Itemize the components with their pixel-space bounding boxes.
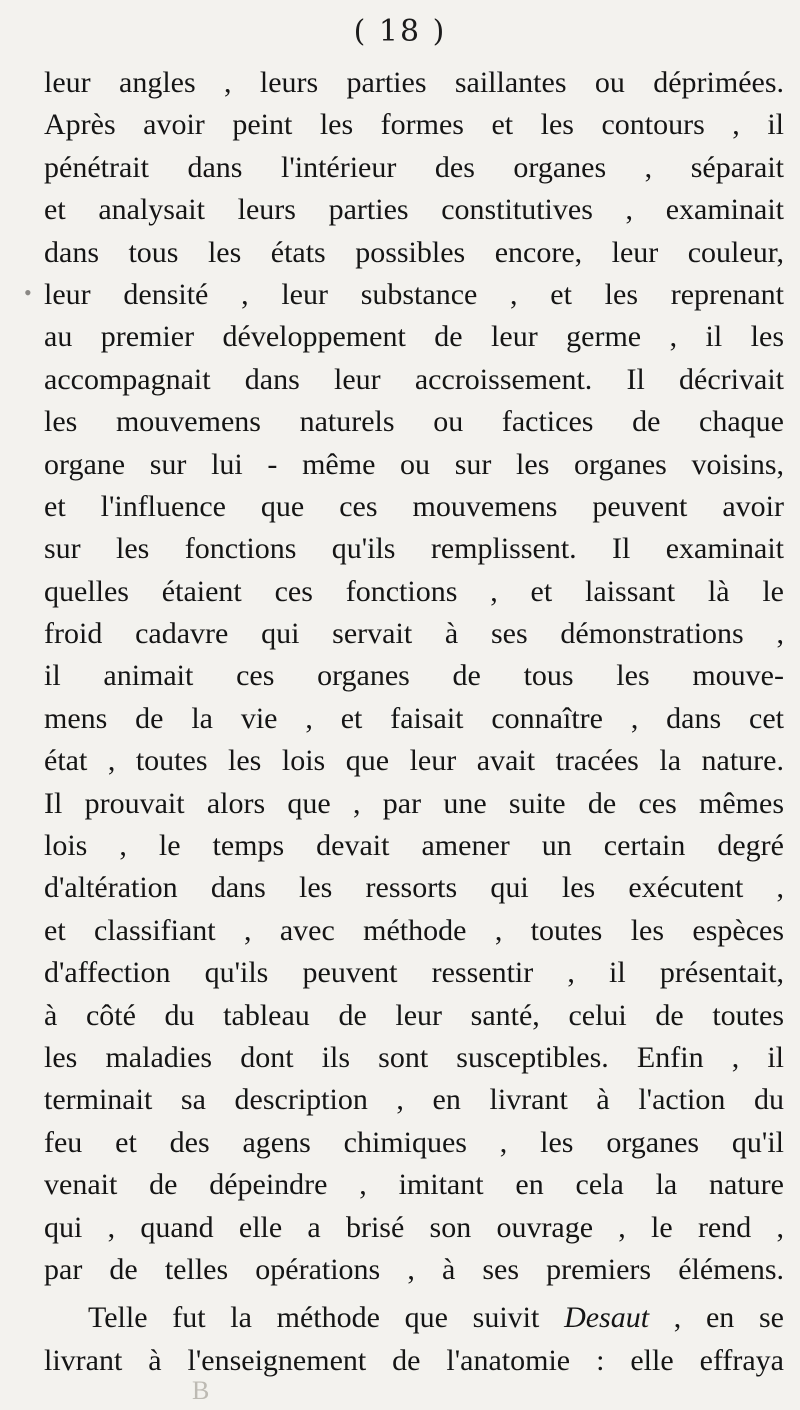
paragraph-line: par de telles opérations , à ses premiers élémens. <box>44 1252 784 1286</box>
body-text <box>44 62 784 1382</box>
paragraph-line: et l'influence que ces mouvemens peuvent avoir <box>44 489 784 523</box>
paragraph-1 <box>44 62 784 1291</box>
signature-mark: B <box>192 1376 210 1405</box>
paragraph-line: qui , quand elle a brisé son ouvrage , le rend , <box>44 1210 784 1244</box>
paragraph-line: froid cadavre qui servait à ses démonstrations , <box>44 617 784 651</box>
paragraph-line: accompagnait dans leur accroissement. Il décrivait <box>44 362 784 396</box>
paragraph-line: Après avoir peint les formes et les contours , il <box>44 108 784 142</box>
paragraph-line: et analysait leurs parties constitutives , examinait <box>44 193 784 227</box>
paragraph-line: d'altération dans les ressorts qui les exécutent , <box>44 871 784 905</box>
paragraph-line: dans tous les états possibles encore, leur couleur, <box>44 235 784 269</box>
paragraph-line: livrant à l'enseignement de l'anatomie : elle effraya <box>44 1343 784 1377</box>
paragraph-line-text: , en se <box>649 1301 784 1335</box>
page-number: ( 18 ) <box>353 14 447 49</box>
paragraph-2 <box>44 1297 784 1382</box>
paragraph-line: lois , le temps devait amener un certain degré <box>44 829 784 863</box>
paragraph-line: leur densité , leur substance , et les reprenant <box>44 277 784 311</box>
paragraph-line: au premier développement de leur germe , il les <box>44 320 784 354</box>
paragraph-line: quelles étaient ces fonctions , et laissant là le <box>44 574 784 608</box>
paragraph-line: venait de dépeindre , imitant en cela la nature <box>44 1168 784 1202</box>
paragraph-line: Il prouvait alors que , par une suite de ces mêmes <box>44 786 784 820</box>
author-name: Desaut <box>564 1301 650 1335</box>
paragraph-line: sur les fonctions qu'ils remplissent. Il examinait <box>44 532 784 566</box>
paragraph-line <box>44 1297 784 1339</box>
paragraph-line: et classifiant , avec méthode , toutes les espèces <box>44 913 784 947</box>
paragraph-line: pénétrait dans l'intérieur des organes , séparait <box>44 150 784 184</box>
paragraph-line: organe sur lui - même ou sur les organes voisins, <box>44 447 784 481</box>
paragraph-line: mens de la vie , et faisait connaître , dans cet <box>44 701 784 735</box>
paragraph-line: leur angles , leurs parties saillantes ou déprimées. <box>44 66 784 99</box>
paragraph-line: les mouvemens naturels ou factices de chaque <box>44 405 784 439</box>
paragraph-line: les maladies dont ils sont susceptibles. Enfin , il <box>44 1040 784 1074</box>
margin-bullet-icon: • <box>24 280 32 305</box>
paragraph-line: terminait sa description , en livrant à l'action du <box>44 1083 784 1117</box>
paragraph-line: à côté du tableau de leur santé, celui de toutes <box>44 998 784 1032</box>
paragraph-line: il animait ces organes de tous les mouve- <box>44 659 784 693</box>
paragraph-line: feu et des agens chimiques , les organes qu'il <box>44 1125 784 1159</box>
paragraph-line: d'affection qu'ils peuvent ressentir , il présentait, <box>44 956 784 990</box>
paragraph-line: état , toutes les lois que leur avait tracées la nature. <box>44 744 784 778</box>
paragraph-line-text: Telle fut la méthode que suivit <box>88 1301 565 1335</box>
